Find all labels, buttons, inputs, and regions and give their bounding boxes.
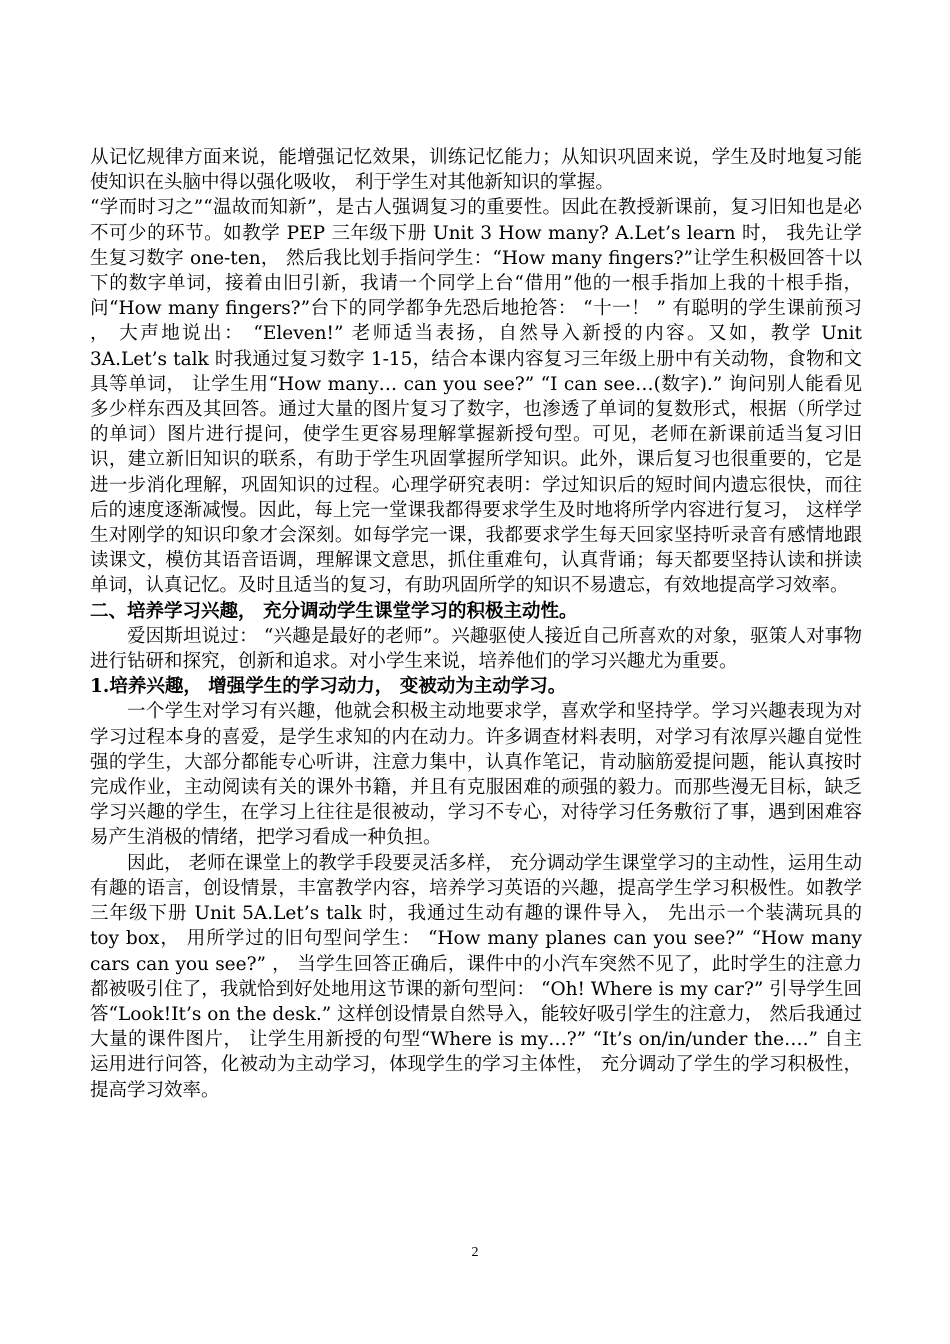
paragraph-review-examples: “学而时习之”“温故而知新”，是古人强调复习的重要性。因此在教授新课前，复习旧知也是必不可少的环节。如教学 PEP 三年级下册 Unit 3 How many? A.Let’s learn 时， 我先让学生复习数字 one-ten， 然后我比划手指问学生：“How many fingers?”让学生积极回答十以下的数字单词，接着由旧引新，我请一个同学上台“借用”他的一根手指加上我的十根手指， 问“How many fingers?”台下的同学都争先恐后地抢答： “十一！ ” 有聪明的学生课前预习 ， 大声地说出： “Eleven!” 老师适当表扬，自然导入新授的内容。又如，教学 Unit 3A.Let’s talk 时我通过复习数字 1-15，结合本课内容复习三年级上册中有关动物，食物和文具等单词， 让学生用“How many… can you see?” “I can see…(数字).” 询问别人能看见多少样东西及其回答。通过大量的图片复习了数字，也渗透了单词的复数形式，根据（所学过的单词）图片进行提问，使学生更容易理解掌握新授句型。可见，老师在新课前适当复习旧识，建立新旧知识的联系，有助于学生巩固掌握所学知识。此外，课后复习也很重要的，它是进一步消化理解，巩固知识的过程。心理学研究表明：学过知识后的短时间内遗忘很快，而往后的速度逐渐减慢。因此，每上完一堂课我都得要求学生及时地将所学内容进行复习， 这样学生对刚学的知识印象才会深刻。如每学完一课，我都要求学生每天回家坚持听录音有感情地跟读课文，模仿其语音语调，理解课文意思，抓住重难句，认真背诵；每天都要坚持认读和拼读单词，认真记忆。及时且适当的复习，有助巩固所学的知识不易遗忘，有效地提高学习效率。 bbox=[90, 197, 862, 597]
section-heading-interest: 二、培养学习兴趣， 充分调动学生课堂学习的积极主动性。 bbox=[90, 600, 578, 622]
page-number: 2 bbox=[471, 1245, 479, 1260]
paragraph-review-benefit: 从记忆规律方面来说，能增强记忆效果，训练记忆能力；从知识巩固来说，学生及时地复习能使知识在头脑中得以强化吸收， 利于学生对其他新知识的掌握。 bbox=[90, 147, 862, 194]
subsection-heading-motivation: 1.培养兴趣， 增强学生的学习动力， 变被动为主动学习。 bbox=[90, 676, 567, 698]
paragraph-einstein-quote: 爱因斯坦说过： “兴趣是最好的老师”。兴趣驱使人接近自己所喜欢的对象，驱策人对事物进行钻研和探究，创新和追求。对小学生来说，培养他们的学习兴趣尤为重要。 bbox=[90, 625, 862, 673]
document-body bbox=[90, 145, 862, 1103]
paragraph-classroom-example: 因此， 老师在课堂上的教学手段要灵活多样， 充分调动学生课堂学习的主动性，运用生动有趣的语言，创设情景，丰富教学内容，培养学习英语的兴趣，提高学生学习积极性。如教学三年级下册 Unit 5A.Let’s talk 时，我通过生动有趣的课件导入， 先出示一个装满玩具的 toy box， 用所学过的旧句型问学生： “How many planes can you see?” “How many cars can you see?” ， 当学生回答正确后，课件中的小汽车突然不见了，此时学生的注意力都被吸引住了，我就恰到好处地用这节课的新句型问： “Oh! Where is my car?” 引导学生回答“Look!It’s on the desk.” 这样创设情景自然导入，能较好吸引学生的注意力， 然后我通过大量的课件图片， 让学生用新授的句型“Where is my…?” “It’s on/in/under the….” 自主运用进行问答，化被动为主动学习，体现学生的学习主体性， 充分调动了学生的学习积极性， 提高学习效率。 bbox=[90, 852, 862, 1101]
paragraph-interest-analysis: 一个学生对学习有兴趣，他就会积极主动地要求学，喜欢学和坚持学。学习兴趣表现为对学习过程本身的喜爱，是学生求知的内在动力。许多调查材料表明，对学习有浓厚兴趣自觉性强的学生，大部分都能专心听讲，注意力集中，认真作笔记，肯动脑筋爱提问题，能认真按时完成作业，主动阅读有关的课外书籍，并且有克服困难的顽强的毅力。而那些漫无目标，缺乏学习兴趣的学生，在学习上往往是很被动，学习不专心，对待学习任务敷衍了事，遇到困难容易产生消极的情绪，把学习看成一种负担。 bbox=[90, 701, 862, 849]
